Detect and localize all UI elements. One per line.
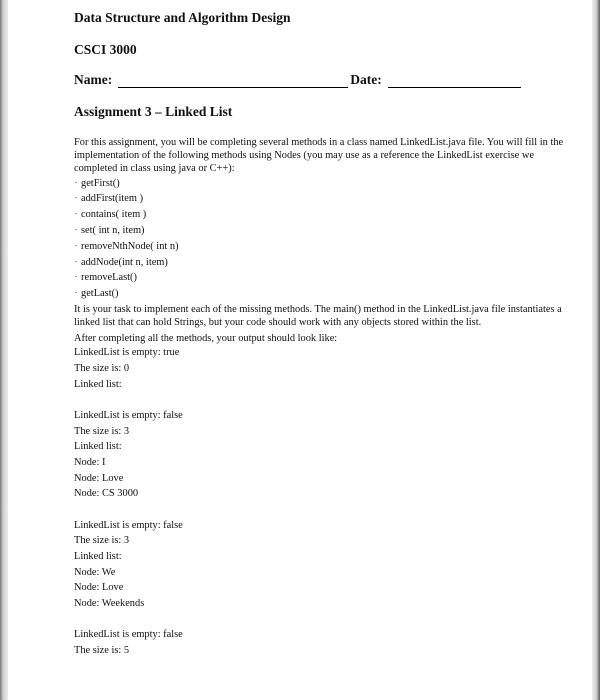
output-group-3 (74, 518, 564, 612)
task-paragraph: It is your task to implement each of the missing methods. The main() method in the LinkedList.java file instantiates a linked list that can hold Strings, but your code should work with any objects stored within the list. (74, 303, 562, 329)
course-code: CSCI 3000 (74, 42, 137, 57)
date-blank-line (388, 75, 521, 88)
list-item (74, 223, 564, 239)
method-name: contains( item ) (81, 209, 147, 221)
output-line: Node: Weekends (74, 597, 145, 609)
output-line: Linked list: (74, 550, 122, 562)
method-name: getFirst() (81, 177, 120, 189)
output-line: Node: Love (74, 582, 124, 594)
bullet-icon: · (74, 225, 78, 236)
output-line: LinkedList is empty: false (74, 410, 183, 422)
method-name: getLast() (81, 288, 119, 300)
method-name: addFirst(item ) (81, 193, 144, 205)
output-line: The size is: 3 (74, 535, 130, 547)
bullet-icon: · (74, 272, 78, 284)
bullet-icon: · (74, 288, 78, 300)
output-line: The size is: 0 (74, 362, 130, 374)
method-name: addNode(int n, item) (81, 256, 168, 268)
output-group-4 (74, 627, 564, 658)
intro-paragraph: For this assignment, you will be completing several methods in a class named LinkedList.java file. You will fill in the implementation of the following methods using Nodes (you may use as a reference the LinkedList exercise we completed in class using java or C++): (74, 137, 564, 175)
list-item (74, 286, 564, 302)
document-body (74, 10, 564, 658)
bullet-icon: · (74, 256, 78, 268)
name-date-row (74, 72, 564, 88)
output-line: Linked list: (74, 441, 122, 453)
output-line: Node: CS 3000 (74, 488, 139, 500)
method-list (74, 176, 564, 302)
output-line: Node: I (74, 456, 106, 468)
list-item (74, 176, 564, 192)
list-item (74, 207, 564, 223)
method-name: removeNthNode( int n) (81, 240, 179, 252)
name-blank-line (118, 75, 348, 88)
name-label: Name: (74, 72, 113, 87)
list-item (74, 191, 564, 207)
output-line: The size is: 5 (74, 644, 130, 656)
assignment-title: Assignment 3 – Linked List (74, 104, 233, 119)
course-title: Data Structure and Algorithm Design (74, 10, 291, 25)
list-item (74, 255, 564, 271)
output-line: Linked list: (74, 378, 122, 390)
bullet-icon: · (74, 193, 78, 205)
page-edge-right (592, 0, 600, 700)
expected-output-intro: After completing all the methods, your output should look like: (74, 333, 338, 345)
list-item (74, 239, 564, 255)
list-item (74, 270, 564, 286)
method-name: removeLast() (81, 272, 137, 284)
output-line: The size is: 3 (74, 425, 130, 437)
output-line: LinkedList is empty: true (74, 347, 180, 359)
output-group-2 (74, 408, 564, 502)
output-group-1 (74, 345, 564, 392)
page-edge-left (0, 0, 8, 700)
date-label: Date: (350, 72, 382, 87)
method-name: set( int n, item) (81, 225, 145, 236)
output-line: LinkedList is empty: false (74, 629, 183, 641)
bullet-icon: · (74, 177, 78, 189)
output-line: LinkedList is empty: false (74, 519, 183, 531)
bullet-icon: · (74, 209, 78, 221)
bullet-icon: · (74, 240, 78, 252)
output-line: Node: We (74, 566, 116, 578)
output-line: Node: Love (74, 472, 124, 484)
